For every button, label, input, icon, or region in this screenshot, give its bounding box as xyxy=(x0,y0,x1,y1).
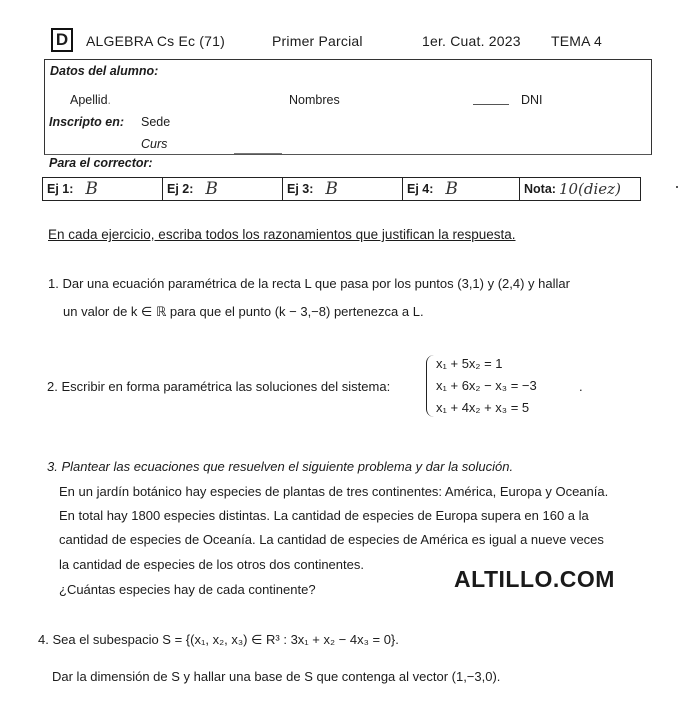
grade-cell-ej2 xyxy=(163,178,283,200)
exam-letter-box: D xyxy=(51,28,73,52)
system-brace xyxy=(426,355,435,417)
dni-label: DNI xyxy=(521,93,543,107)
course-title: ALGEBRA Cs Ec (71) xyxy=(86,33,225,49)
ej1-grade: B xyxy=(85,179,98,199)
exam-tema: TEMA 4 xyxy=(551,33,602,49)
exam-name: Primer Parcial xyxy=(272,33,363,49)
equation-3: x₁ + 4x₂ + x₃ = 5 xyxy=(436,400,530,415)
nombres-underline xyxy=(473,104,509,105)
stray-mark xyxy=(676,186,678,188)
equation-2: x₁ + 6x₂ − x₃ = −3 xyxy=(436,378,537,393)
ej3-label: Ej 3: xyxy=(287,182,314,196)
problem3-line6: ¿Cuántas especies hay de cada continente? xyxy=(59,582,316,597)
ej4-label: Ej 4: xyxy=(407,182,434,196)
grades-table xyxy=(42,177,641,201)
grade-cell-ej4 xyxy=(403,178,520,200)
nota-grade: 10(diez) xyxy=(558,180,621,198)
inscripto-label: Inscripto en: xyxy=(49,115,125,129)
problem1-line2: un valor de k ∈ ℝ para que el punto (k − 3,−8) pertenezca a L. xyxy=(63,304,424,319)
ej3-grade: B xyxy=(325,179,338,199)
grade-cell-ej1 xyxy=(43,178,163,200)
grade-cell-nota xyxy=(520,178,638,200)
problem4-line2: Dar la dimensión de S y hallar una base de S que contenga al vector (1,−3,0). xyxy=(52,669,501,684)
nota-label: Nota: xyxy=(524,182,556,196)
ej2-label: Ej 2: xyxy=(167,182,194,196)
sede-label: Sede xyxy=(141,115,171,129)
apellido-label: Apellid. xyxy=(70,93,112,107)
nombres-label: Nombres xyxy=(289,93,340,107)
problem1-line1: 1. Dar una ecuación paramétrica de la recta L que pasa por los puntos (3,1) y (2,4) y hallar xyxy=(48,276,570,291)
problem2-text: 2. Escribir en forma paramétrica las soluciones del sistema: xyxy=(47,379,391,394)
instructions: En cada ejercicio, escriba todos los razonamientos que justifican la respuesta. xyxy=(48,227,516,242)
curso-label: Curs xyxy=(141,137,168,151)
problem2-end: . xyxy=(579,379,583,394)
watermark: ALTILLO.COM xyxy=(454,566,615,592)
curso-underline xyxy=(234,153,282,154)
problem3-line1: 3. Plantear las ecuaciones que resuelven el siguiente problema y dar la solución. xyxy=(47,459,514,474)
problem3-line2: En un jardín botánico hay especies de plantas de tres continentes: América, Europa y Oceanía. xyxy=(59,484,609,499)
grade-cell-ej3 xyxy=(283,178,403,200)
exam-term: 1er. Cuat. 2023 xyxy=(422,33,521,49)
ej2-grade: B xyxy=(205,179,218,199)
problem4-line1: 4. Sea el subespacio S = {(x₁, x₂, x₃) ∈ R³ : 3x₁ + x₂ − 4x₃ = 0}. xyxy=(38,632,399,647)
ej1-label: Ej 1: xyxy=(47,182,74,196)
problem3-line4: cantidad de especies de Oceanía. La cantidad de especies de América es igual a nueve veces xyxy=(59,532,604,547)
ej4-grade: B xyxy=(445,179,458,199)
equation-1: x₁ + 5x₂ = 1 xyxy=(436,356,503,371)
problem3-line3: En total hay 1800 especies distintas. La cantidad de especies de Europa supera en 160 a la xyxy=(59,508,589,523)
problem3-line5: la cantidad de especies de los otros dos continentes. xyxy=(59,557,364,572)
student-section-label: Datos del alumno: xyxy=(50,64,159,78)
equation-system xyxy=(426,353,576,419)
corrector-label: Para el corrector: xyxy=(49,156,153,170)
